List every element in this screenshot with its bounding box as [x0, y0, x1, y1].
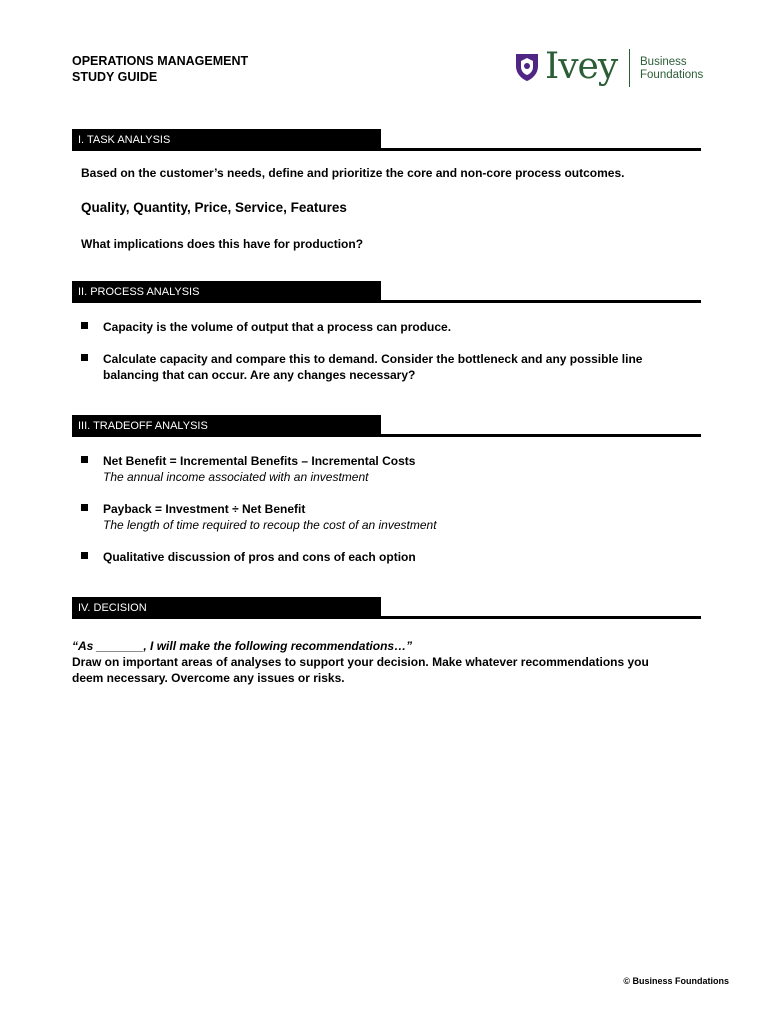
payback-formula: Payback = Investment ÷ Net Benefit — [103, 502, 306, 516]
section-title: II. PROCESS ANALYSIS — [78, 286, 200, 298]
section-rule — [72, 300, 701, 303]
tradeoff-bullet-2 — [103, 501, 437, 533]
task-question: What implications does this have for production? — [81, 237, 364, 251]
ivey-logo — [512, 44, 708, 94]
net-benefit-note: The annual income associated with an investment — [103, 470, 369, 484]
bullet-icon — [81, 319, 91, 329]
decision-quote: “As _______, I will make the following recommendations…” — [72, 639, 413, 653]
task-outcomes: Quality, Quantity, Price, Service, Features — [81, 200, 347, 215]
process-bullet-2-line-1: Calculate capacity and compare this to demand. Consider the bottleneck and any possible line — [103, 352, 643, 366]
logo-wordmark: Ivey — [545, 46, 618, 87]
ivey-crest-icon — [514, 52, 540, 82]
section-header-tradeoff-analysis — [72, 415, 701, 437]
section-rule — [72, 616, 701, 619]
logo-divider — [629, 49, 630, 87]
logo-sub-line-2: Foundations — [640, 69, 704, 81]
bullet-icon — [81, 501, 91, 511]
logo-subtitle — [640, 56, 703, 82]
section-rule — [72, 148, 701, 151]
process-bullet-2 — [103, 351, 642, 383]
section-rule — [72, 434, 701, 437]
decision-block — [72, 638, 649, 686]
process-bullet-2-line-2: balancing that can occur. Are any changes necessary? — [103, 368, 416, 382]
payback-note: The length of time required to recoup the cost of an investment — [103, 518, 437, 532]
title-line-2: STUDY GUIDE — [72, 70, 158, 84]
process-bullet-1: Capacity is the volume of output that a process can produce. — [103, 320, 452, 334]
footer-copyright: © Business Foundations — [623, 976, 729, 986]
net-benefit-formula: Net Benefit = Incremental Benefits – Incremental Costs — [103, 454, 416, 468]
document-title — [72, 53, 248, 85]
bullet-icon — [81, 453, 91, 463]
decision-line-2: deem necessary. Overcome any issues or risks. — [72, 671, 345, 685]
tradeoff-bullet-3: Qualitative discussion of pros and cons of each option — [103, 550, 416, 564]
section-title: III. TRADEOFF ANALYSIS — [78, 420, 208, 432]
title-line-1: OPERATIONS MANAGEMENT — [72, 54, 249, 68]
section-title: IV. DECISION — [78, 602, 147, 614]
decision-line-1: Draw on important areas of analyses to support your decision. Make whatever recommendations you — [72, 655, 649, 669]
section-header-task-analysis — [72, 129, 701, 151]
bullet-icon — [81, 549, 91, 559]
task-instruction: Based on the customer’s needs, define and prioritize the core and non-core process outcomes. — [81, 166, 625, 180]
section-header-decision — [72, 597, 701, 619]
bullet-icon — [81, 351, 91, 361]
section-title: I. TASK ANALYSIS — [78, 134, 171, 146]
section-header-process-analysis — [72, 281, 701, 303]
tradeoff-bullet-1 — [103, 453, 415, 485]
logo-sub-line-1: Business — [640, 56, 687, 68]
